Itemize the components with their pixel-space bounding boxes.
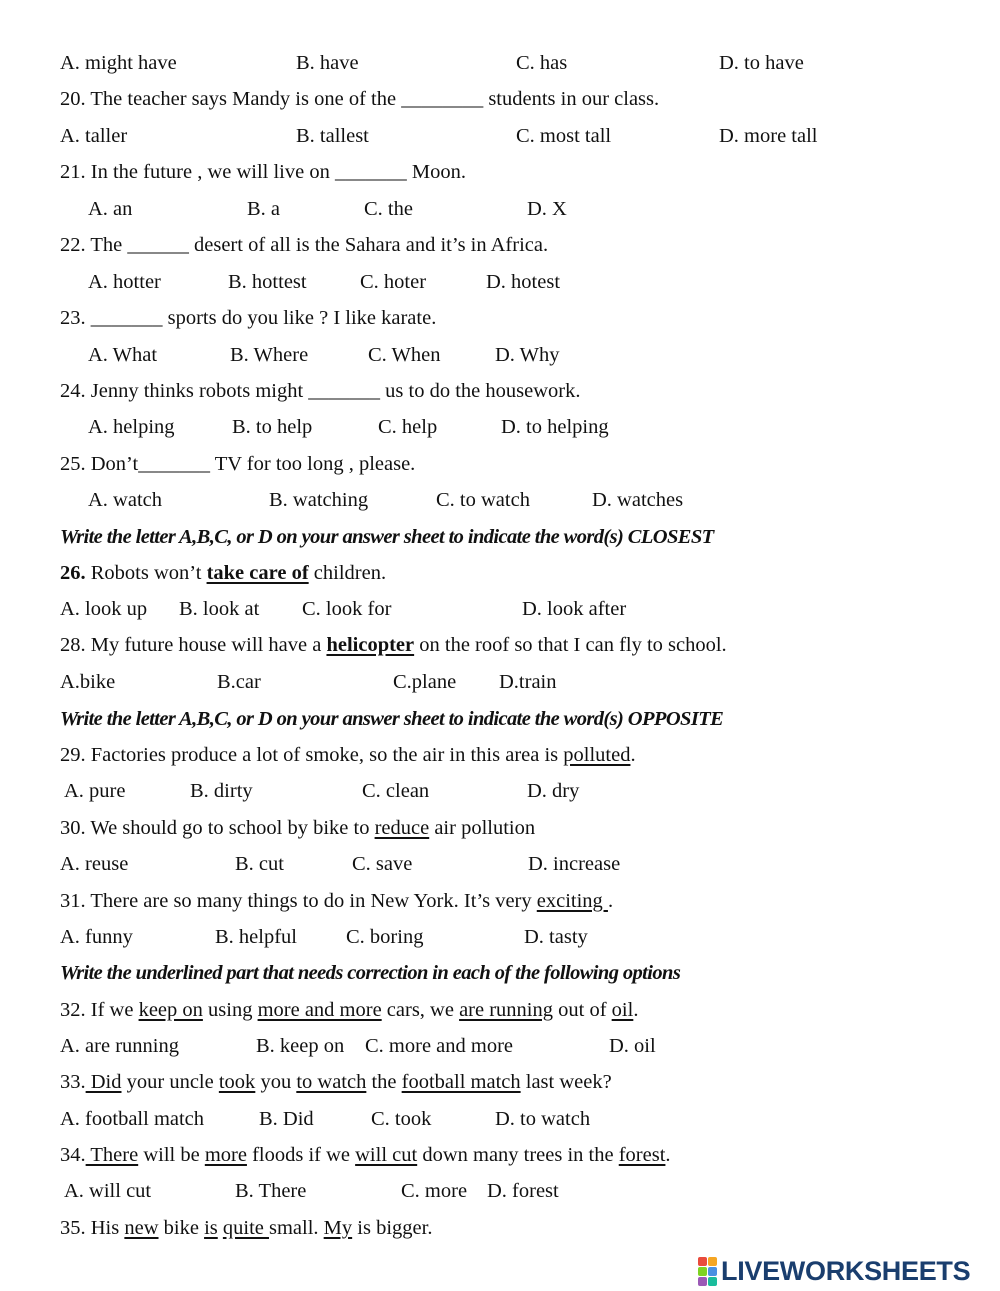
instruction-text: Write the underlined part that needs correction in each of the following options [60,962,681,984]
instruction-text: Write the letter A,B,C, or D on your answer sheet to indicate the word(s) OPPOSITE [60,708,724,730]
text-run: last week? [520,1071,612,1093]
text-run: 28. My future house will have a [60,634,327,656]
text-run: 20. The teacher says Mandy is one of the ________ students in our class. [60,88,660,110]
liveworksheets-grid-icon [698,1257,717,1286]
logo-text: LIVEWORKSHEETS [721,1255,971,1286]
option-a: A. What [88,344,158,366]
underlined-part: helicopter [326,634,415,656]
underlined-part: forest [618,1144,666,1166]
option-a: A. watch [88,489,163,511]
option-b: B. have [296,52,359,74]
option-a: A. might have [60,52,177,74]
underlined-part: My [323,1217,353,1239]
option-c: C. took [371,1108,432,1130]
option-b: B. to help [232,416,313,438]
text-run: 30. We should go to school by bike to [60,817,375,839]
text-run: will be [138,1144,205,1166]
option-a: A. an [88,198,133,220]
option-b: B. dirty [190,780,253,802]
text-run: you [255,1071,297,1093]
option-d: D.train [499,671,557,693]
question-text [60,1067,612,1097]
question-text [60,995,638,1025]
option-a: A. football match [60,1108,205,1130]
option-a: A. are running [60,1035,179,1057]
option-d: D. hotest [486,271,561,293]
option-c: C. to watch [436,489,530,511]
question-text [60,1140,671,1170]
text-run: small. [269,1217,324,1239]
option-b: B.car [217,671,261,693]
underlined-part: football match [401,1071,521,1093]
underlined-part: took [218,1071,256,1093]
option-b: B. Where [230,344,309,366]
underlined-part: Did [85,1071,122,1093]
underlined-part: oil [611,999,634,1021]
text-run: down many trees in the [417,1144,619,1166]
option-d: D. look after [522,598,627,620]
option-a: A. pure [64,780,126,802]
option-b: B. There [235,1180,307,1202]
option-d: D. increase [528,853,621,875]
option-d: D. to have [719,52,804,74]
text-run: out of [553,999,612,1021]
option-a: A. hotter [88,271,161,293]
underlined-part: more and more [257,999,382,1021]
text-run: 33. [60,1071,86,1093]
option-b: B. a [247,198,281,220]
question-text [60,84,659,114]
underlined-part: take care of [206,562,309,584]
instruction-text: Write the letter A,B,C, or D on your answer sheet to indicate the word(s) CLOSEST [60,526,714,548]
question-text [60,303,436,333]
option-c: C. clean [362,780,430,802]
option-b: B. watching [269,489,369,511]
text-run: 24. Jenny thinks robots might _______ us to do the housework. [60,380,581,402]
underlined-part: new [124,1217,159,1239]
underlined-part: reduce [374,817,430,839]
logo-square [708,1257,717,1266]
option-c: C. has [516,52,568,74]
text-run: 21. In the future , we will live on _______ Moon. [60,161,466,183]
option-c: C. help [378,416,438,438]
text-run: . [630,744,636,766]
underlined-part: will cut [355,1144,418,1166]
question-text [60,813,535,843]
text-run: your uncle [121,1071,219,1093]
text-run: 23. _______ sports do you like ? I like karate. [60,307,437,329]
option-c: C. hoter [360,271,427,293]
option-d: D. forest [487,1180,559,1202]
option-c: C. the [364,198,413,220]
underlined-part: is [204,1217,218,1239]
underlined-part: There [85,1144,139,1166]
option-b: B. cut [235,853,284,875]
text-run: children. [308,562,387,584]
question-text [60,886,613,916]
liveworksheets-logo [698,1256,970,1286]
option-d: D. X [527,198,567,220]
option-c: C. more and more [365,1035,514,1057]
underlined-part: polluted [563,744,631,766]
option-c: C.plane [393,671,457,693]
option-b: B. helpful [215,926,297,948]
text-run: 22. The ______ desert of all is the Sahara and it’s in Africa. [60,234,549,256]
question-text [60,230,548,260]
text-run: 26. [60,562,86,584]
option-b: B. Did [259,1108,314,1130]
question-text [60,740,636,770]
underlined-part: exciting [536,890,608,912]
text-run: 34. [60,1144,86,1166]
option-c: C. When [368,344,441,366]
question-text [60,449,415,479]
option-c: C. most tall [516,125,612,147]
option-c: C. save [352,853,413,875]
text-run: using [202,999,258,1021]
question-text [60,157,466,187]
option-c: C. more [401,1180,468,1202]
text-run: floods if we [246,1144,356,1166]
text-run: on the roof so that I can fly to school. [414,634,727,656]
text-run: bike [158,1217,205,1239]
text-run: cars, we [381,999,460,1021]
option-a: A. look up [60,598,148,620]
text-run: . [607,890,614,912]
logo-square [698,1277,707,1286]
text-run: is bigger. [352,1217,433,1239]
option-a: A. taller [60,125,128,147]
logo-square [708,1277,717,1286]
option-d: D. dry [527,780,580,802]
option-d: D. Why [495,344,560,366]
logo-square [698,1267,707,1276]
underlined-part: are running [459,999,553,1021]
option-d: D. to helping [501,416,609,438]
option-b: B. keep on [256,1035,345,1057]
option-a: A.bike [60,671,116,693]
question-text [60,1213,432,1243]
text-run: 31. There are so many things to do in New York. It’s very [60,890,537,912]
question-text [60,558,386,588]
option-c: C. boring [346,926,424,948]
text-run: 25. Don’t_______ TV for too long , please. [60,453,416,475]
logo-square [708,1267,717,1276]
option-d: D. to watch [495,1108,591,1130]
text-run: . [633,999,639,1021]
text-run: 35. His [60,1217,125,1239]
option-d: D. watches [592,489,684,511]
option-c: C. look for [302,598,392,620]
text-run: Robots won’t [85,562,207,584]
underlined-part: more [204,1144,247,1166]
option-a: A. will cut [64,1180,152,1202]
option-a: A. funny [60,926,133,948]
option-d: D. oil [609,1035,656,1057]
option-d: D. tasty [524,926,588,948]
text-run: 32. If we [60,999,139,1021]
question-text [60,376,580,406]
underlined-part: to watch [296,1071,367,1093]
logo-square [698,1257,707,1266]
option-b: B. tallest [296,125,369,147]
option-a: A. helping [88,416,175,438]
underlined-part: keep on [138,999,203,1021]
question-text [60,630,727,660]
option-b: B. look at [179,598,260,620]
option-d: D. more tall [719,125,818,147]
text-run: . [665,1144,671,1166]
option-b: B. hottest [228,271,307,293]
text-run: air pollution [429,817,536,839]
text-run: the [366,1071,402,1093]
underlined-part: quite [222,1217,269,1239]
text-run: 29. Factories produce a lot of smoke, so the air in this area is [60,744,564,766]
option-a: A. reuse [60,853,129,875]
